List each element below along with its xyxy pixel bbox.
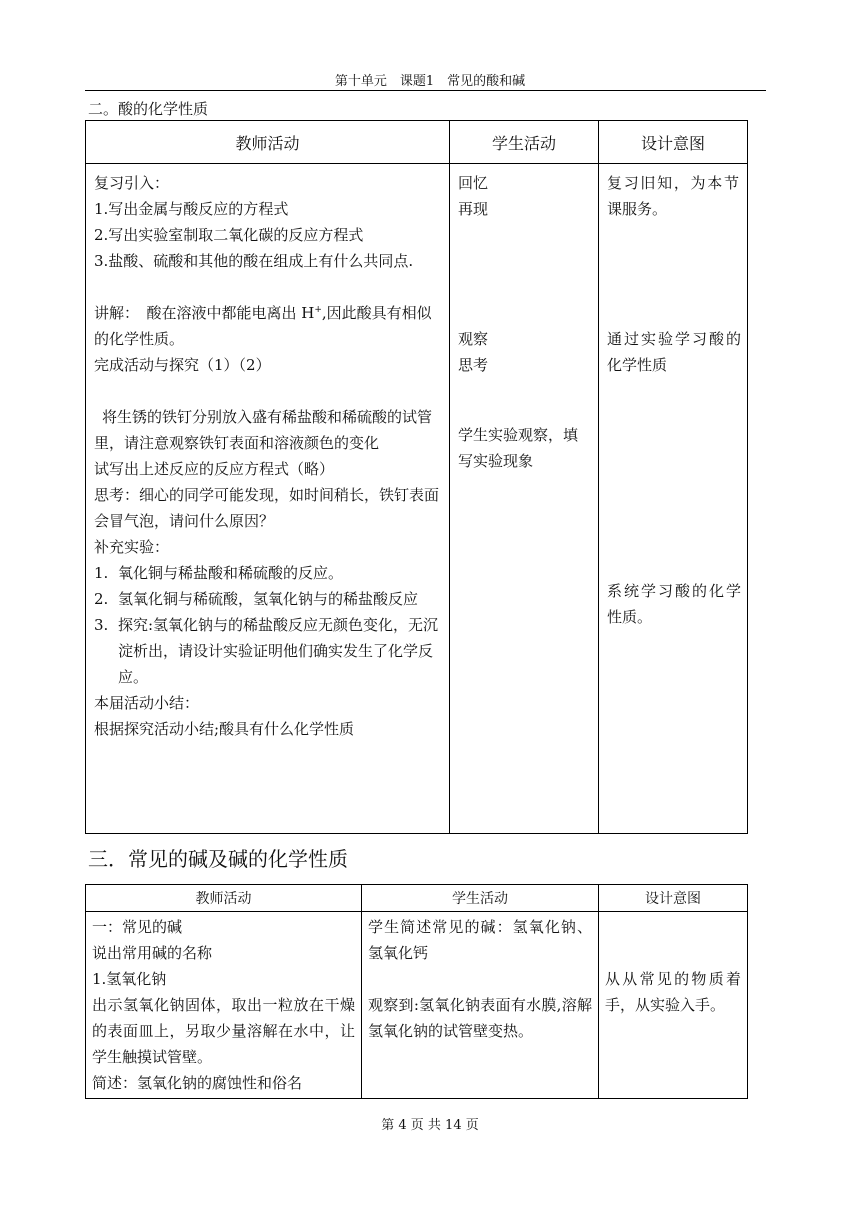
question-2: 2.写出实验室制取二氧化碳的反应方程式 — [94, 226, 364, 244]
list-item — [94, 560, 441, 586]
design-intent-cell — [599, 164, 748, 834]
write-equation: 试写出上述反应的反应方程式（略） — [94, 460, 335, 478]
experiment-text: 将生锈的铁钉分别放入盛有稀盐酸和稀硫酸的试管里，请注意观察铁钉表面和溶液颜色的变化 — [94, 408, 433, 452]
teacher-activity-cell — [86, 912, 362, 1099]
design-intent-cell — [599, 912, 748, 1099]
column-header-teacher: 教师活动 — [86, 121, 450, 164]
question-1: 1.写出金属与酸反应的方程式 — [94, 200, 289, 218]
list-text: 氢氧化铜与稀硫酸，氢氧化钠与的稀盐酸反应 — [118, 590, 419, 608]
question-3: 3.盐酸、硫酸和其他的酸在组成上有什么共同点. — [94, 252, 414, 270]
spacer — [368, 966, 592, 992]
intent-experiment: 通过实验学习酸的化学性质 — [607, 330, 741, 374]
student-activity-cell — [362, 912, 599, 1099]
spacer — [94, 378, 441, 404]
student-recall: 回忆 — [458, 174, 489, 192]
column-header-student: 学生活动 — [450, 121, 599, 164]
section-title-base: 三．常见的碱及碱的化学性质 — [88, 847, 348, 871]
column-header-teacher: 教师活动 — [86, 885, 362, 912]
list-item — [94, 586, 441, 612]
summary-text: 根据探究活动小结;酸具有什么化学性质 — [94, 720, 355, 738]
base-properties-table — [85, 884, 748, 1099]
student-reproduce: 再现 — [458, 200, 489, 218]
student-observe: 观察 — [458, 330, 489, 348]
student-experiment: 学生实验观察，填写实验现象 — [458, 426, 579, 470]
list-number: 3. — [94, 616, 109, 634]
column-header-intent: 设计意图 — [599, 885, 748, 912]
supplement-heading: 补充实验： — [94, 538, 170, 556]
student-describe: 学生简述常见的碱：氢氧化钠、氢氧化钙 — [368, 918, 592, 962]
header-rule — [85, 90, 766, 91]
demo-text: 出示氢氧化钠固体，取出一粒放在干燥的表面皿上，另取少量溶解在水中，让学生触摸试管壁。 — [92, 996, 355, 1066]
spacer — [94, 274, 441, 300]
list-text: 氧化铜与稀盐酸和稀硫酸的反应。 — [118, 564, 344, 582]
list-number: 2. — [94, 590, 109, 608]
table-header-row — [86, 121, 748, 164]
section-title-acid: 二。酸的化学性质 — [88, 100, 209, 118]
teacher-activity-cell — [86, 164, 450, 834]
name-bases: 说出常用碱的名称 — [92, 944, 213, 962]
list-number: 1. — [94, 564, 109, 582]
column-header-intent: 设计意图 — [599, 121, 748, 164]
student-think: 思考 — [458, 356, 489, 374]
table-header-row — [86, 885, 748, 912]
brief-text: 简述：氢氧化钠的腐蚀性和俗名 — [92, 1074, 303, 1092]
complete-activity: 完成活动与探究（1）（2） — [94, 356, 271, 374]
summary-heading: 本届活动小结： — [94, 694, 200, 712]
intent-start: 从从常见的物质着手，从实验入手。 — [605, 970, 741, 1014]
explanation-superscript: + — [314, 305, 322, 315]
page-footer: 第 4 页 共 14 页 — [381, 1118, 479, 1133]
student-activity-cell — [450, 164, 599, 834]
explanation — [94, 300, 441, 352]
review-intro: 复习引入： — [94, 174, 170, 192]
explanation-text-a: 讲解： 酸在溶液中都能电离出 H — [94, 304, 315, 322]
think-question: 思考：细心的同学可能发现，如时间稍长，铁钉表面会冒气泡，请问什么原因？ — [94, 486, 440, 530]
explanation-text-b: ,因此酸具有相似的化学性质。 — [94, 304, 432, 348]
sodium-hydroxide-heading: 1.氢氧化钠 — [92, 970, 167, 988]
page-header: 第十单元 课题1 常见的酸和碱 — [334, 74, 526, 89]
column-header-student: 学生活动 — [362, 885, 599, 912]
acid-properties-table — [85, 120, 748, 834]
list-text: 探究:氢氧化钠与的稀盐酸反应无颜色变化，无沉淀析出，请设计实验证明他们确实发生了化学反应。 — [118, 616, 439, 686]
intent-review: 复习旧知，为本节课服务。 — [607, 174, 739, 218]
intent-systematic: 系统学习酸的化学性质。 — [607, 582, 741, 626]
common-bases-heading: 一：常见的碱 — [92, 918, 183, 936]
list-item — [94, 612, 441, 690]
student-observation: 观察到:氢氧化钠表面有水膜,溶解氢氧化钠的试管壁变热。 — [368, 996, 592, 1040]
table-row — [86, 912, 748, 1099]
table-row — [86, 164, 748, 834]
